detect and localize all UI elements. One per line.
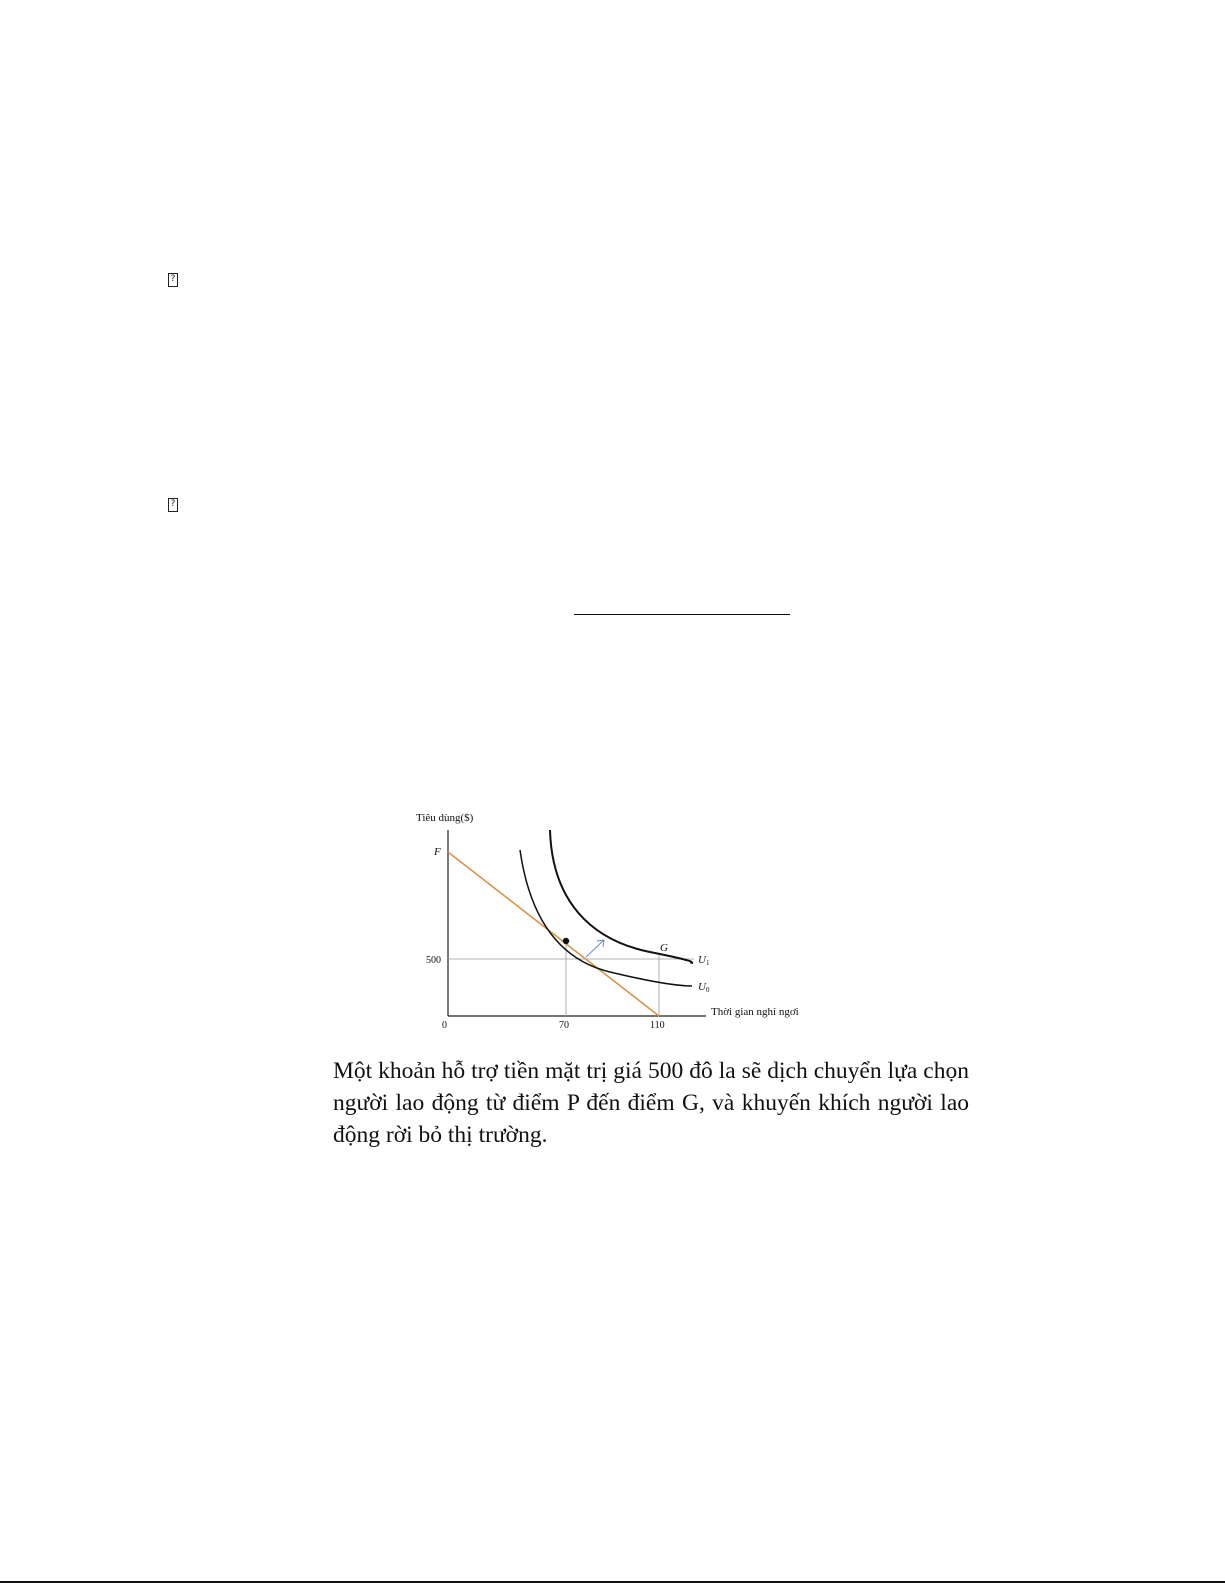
y-axis-label: Tiêu dùng($): [416, 812, 474, 824]
label-u1: U1: [698, 954, 710, 967]
page-bottom-rule: [0, 1581, 1225, 1583]
missing-glyph-text: ?: [170, 274, 176, 284]
label-g: G: [660, 942, 668, 954]
x-tick-0: 0: [442, 1020, 447, 1031]
curve-u1: [550, 830, 693, 963]
missing-glyph-icon: [168, 498, 178, 512]
label-f: F: [434, 846, 441, 858]
x-axis-label: Thời gian nghỉ ngơi: [711, 1006, 799, 1018]
figure-caption: Một khoản hỗ trợ tiền mặt trị giá 500 đô la sẽ dịch chuyển lựa chọn người lao động từ điểm P đến điểm G, và khuyến khích người lao động rời bỏ thị trường.: [333, 1058, 969, 1148]
missing-glyph-icon: [168, 273, 178, 287]
x-tick-110: 110: [650, 1020, 665, 1031]
curve-u0: [520, 850, 692, 986]
equilibrium-point: [563, 938, 569, 944]
missing-glyph-text: ?: [170, 499, 176, 509]
chart-svg: [400, 800, 840, 1040]
y-tick-500: 500: [426, 955, 441, 966]
shift-arrow-shaft: [586, 940, 604, 957]
x-tick-70: 70: [559, 1020, 569, 1031]
horizontal-rule: [574, 614, 790, 615]
budget-line: [448, 852, 659, 1016]
label-u0: U0: [698, 981, 710, 994]
labor-leisure-figure: [400, 800, 840, 1040]
